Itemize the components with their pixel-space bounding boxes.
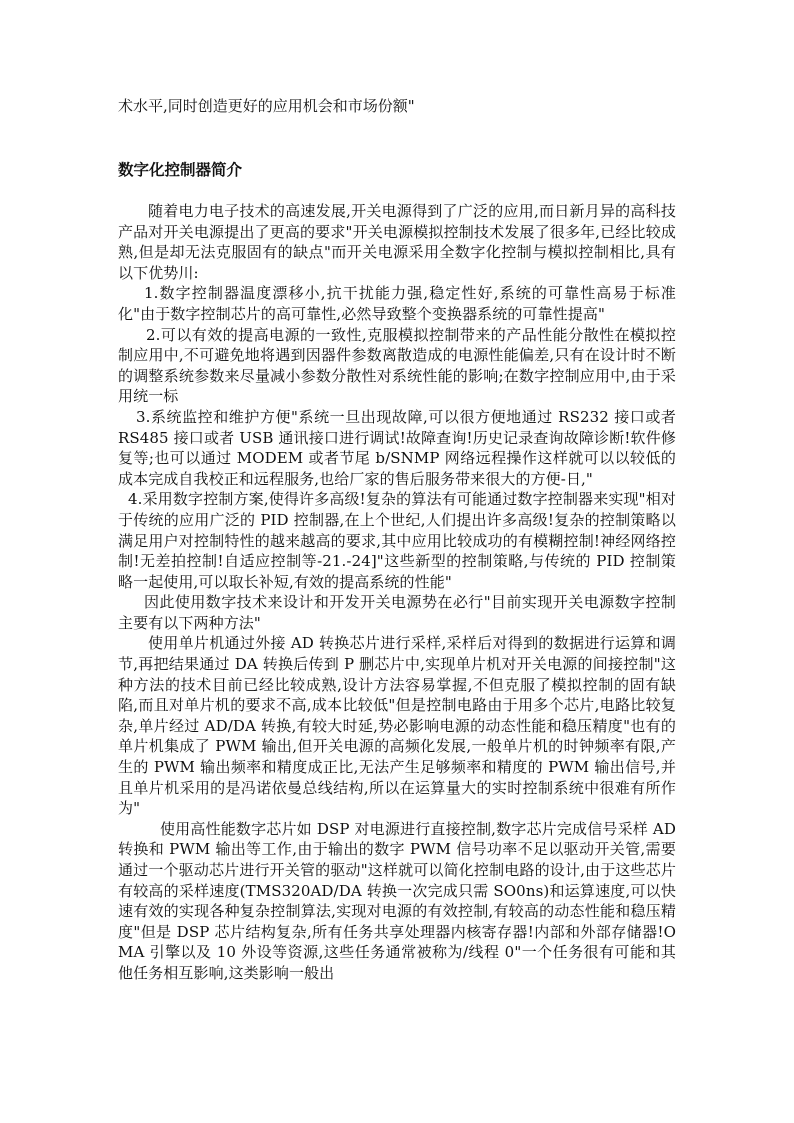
section-heading: 数字化控制器简介: [118, 161, 243, 179]
paragraph-methods-intro: 因此使用数字技术来设计和开发开关电源势在必行"目前实现开关电源数字控制主要有以下两种方法": [118, 593, 676, 632]
body-text: [118, 201, 676, 984]
paragraph-intro: 随着电力电子技术的高速发展,开关电源得到了广泛的应用,而日新月异的高科技产品对开关电源提出了更高的要求"开关电源模拟控制技术发展了很多年,已经比较成熟,但是却无法克服固有的缺点"而开关电源采用全数字化控制与模拟控制相比,具有以下优势川:: [118, 202, 676, 282]
paragraph-advantage-3: 3.系统监控和维护方便"系统一旦出现故障,可以很方便地通过 RS232 接口或者 RS485 接口或者 USB 通讯接口进行调试!故障查询!历史记录查询故障诊断!软件修复等;也可以通过 MODEM 或者节尾 b/SNMP 网络远程操作这样就可以以较低的成本完成自我校正和远程服务,也给厂家的售后服务带来很大的方便-日,": [118, 407, 676, 488]
paragraph-method-2: 使用高性能数字芯片如 DSP 对电源进行直接控制,数字芯片完成信号采样 AD 转换和 PWM 输出等工作,由于输出的数字 PWM 信号功率不足以驱动开关管,需要通过一个驱动芯片进行开关管的驱动"这样就可以简化控制电路的设计,由于这些芯片有较高的采样速度(TMS320AD/DA 转换一次完成只需 SO0ns)和运算速度,可以快速有效的实现各种复杂控制算法,实现对电源的有效控制,有较高的动态性能和稳压精度"但是 DSP 芯片结构复杂,所有任务共享处理器内核寄存器!内部和外部存储器!OMA 引擎以及 10 外设等资源,这些任务通常被称为/线程 0"一个任务很有可能和其他任务相互影响,这类影响一般出: [118, 819, 676, 982]
continuation-line: 术水平,同时创造更好的应用机会和市场份额": [118, 97, 415, 115]
paragraph-advantage-1: 1.数字控制器温度漂移小,抗干扰能力强,稳定性好,系统的可靠性高易于标准化"由于数字控制芯片的高可靠性,必然导致整个变换器系统的可靠性提高": [118, 284, 676, 323]
paragraph-advantage-2: 2.可以有效的提高电源的一致性,克服模拟控制带来的产品性能分散性在模拟控制应用中,不可避免地将遇到因器件参数离散造成的电源性能偏差,只有在设计时不断的调整系统参数来尽量减小参数分散性对系统性能的影响;在数字控制应用中,由于采用统一标: [118, 325, 676, 406]
paragraph-method-1: 使用单片机通过外接 AD 转换芯片进行采样,采样后对得到的数据进行运算和调节,再把结果通过 DA 转换后传到 P 删芯片中,实现单片机对开关电源的间接控制"这种方法的技术目前已经比较成熟,设计方法容易掌握,不但克服了模拟控制的固有缺陷,而且对单片机的要求不高,成本比较低"但是控制电路由于用多个芯片,电路比较复杂,单片经过 AD/DA 转换,有较大时延,势必影响电源的动态性能和稳压精度"也有的单片机集成了 PWM 输出,但开关电源的高频化发展,一般单片机的时钟频率有限,产生的 PWM 输出频率和精度成正比,无法产生足够频率和精度的 PWM 输出信号,并且单片机采用的是冯诺依曼总线结构,所以在运算量大的实时控制系统中很难有所作为": [118, 634, 676, 818]
paragraph-advantage-4: 4.采用数字控制方案,使得许多高级!复杂的算法有可能通过数字控制器来实现"相对于传统的应用广泛的 PID 控制器,在上个世纪,人们提出许多高级!复杂的控制策略以满足用户对控制特性的越来越高的要求,其中应用比较成功的有模糊控制!神经网络控制!无差拍控制!自适应控制等-21.-24]"这些新型的控制策略,与传统的 PID 控制策略一起使用,可以取长补短,有效的提高系统的性能": [118, 490, 676, 591]
